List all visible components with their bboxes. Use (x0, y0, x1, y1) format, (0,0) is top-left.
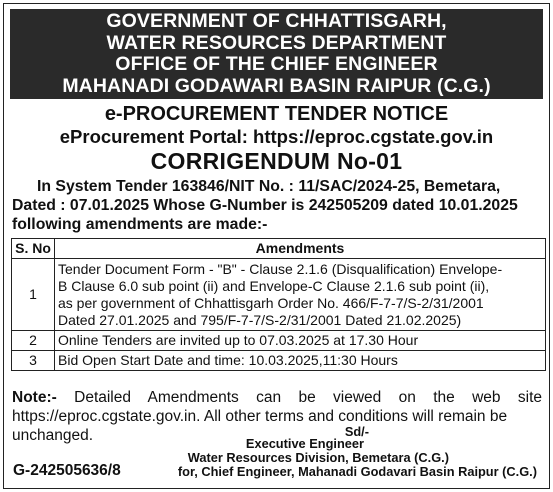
table-row (12, 259, 546, 331)
amendment-line: B Clause 6.0 sub point (ii) and Envelope-C Clause 2.1.6 sub point (ii), (58, 277, 490, 294)
corrigendum-title: CORRIGENDUM No-01 (150, 148, 403, 174)
signature-division: Water Resources Division, Bemetara (C.G.) (187, 450, 449, 465)
table-row (12, 351, 546, 371)
row-sno: 1 (12, 259, 55, 331)
tender-notice-page (3, 3, 550, 489)
note-text-1: Detailed Amendments can be viewed on the web site (74, 389, 542, 406)
dated-line: Dated : 07.01.2025 Whose G-Number is 242505209 dated 10.01.2025 (12, 197, 518, 214)
amendment-line: as per government of Chhattisgarh Order No. 466/F-7-7/S-2/31/2001 (58, 294, 484, 311)
row-sno: 2 (12, 331, 55, 351)
notice-title: e-PROCUREMENT TENDER NOTICE (104, 103, 449, 125)
note-line-2: https://eproc.cgstate.gov.in. All other terms and conditions will remain be (12, 408, 508, 425)
header-line-office: OFFICE OF THE CHIEF ENGINEER (115, 53, 438, 75)
header-line-department: WATER RESOURCES DEPARTMENT (106, 31, 447, 54)
amendments-table (11, 238, 546, 371)
sno-header: S. No (12, 239, 55, 259)
amendments-intro: following amendments are made:- (12, 216, 268, 233)
header-banner (10, 9, 543, 99)
header-line-basin: MAHANADI GODAWARI BASIN RAIPUR (C.G.) (62, 74, 491, 97)
signature-sd: Sd/- (344, 424, 369, 439)
row-amendment (55, 259, 546, 331)
system-tender-line: In System Tender 163846/NIT No. : 11/SAC/2024-25, Bemetara, (37, 178, 501, 195)
table-row (12, 331, 546, 351)
amendment-line: Dated 27.01.2025 and 795/F-7-7/S-2/31/2001 Dated 21.02.2025) (58, 311, 462, 328)
note-label: Note:- (12, 389, 57, 406)
amendments-header: Amendments (55, 239, 546, 259)
note-line-3: unchanged. (12, 427, 94, 444)
header-line-government: GOVERNMENT OF CHHATTISGARH, (106, 10, 447, 32)
row-amendment: Bid Open Start Date and time: 10.03.2025,11:30 Hours (55, 351, 546, 371)
portal-link[interactable]: eProcurement Portal: https://eproc.cgstate.gov.in (59, 126, 494, 147)
amendment-line: Tender Document Form - "B" - Clause 2.1.6 (Disqualification) Envelope- (58, 260, 503, 277)
signature-for-chief-engineer: for, Chief Engineer, Mahanadi Godavari Basin Raipur (C.G.) (177, 464, 537, 479)
g-number: G-242505636/8 (13, 462, 121, 479)
table-header-row (12, 239, 546, 259)
row-amendment: Online Tenders are invited up to 07.03.2025 at 17.30 Hour (55, 331, 546, 351)
row-sno: 3 (12, 351, 55, 371)
note-line-1 (12, 388, 542, 407)
signature-designation: Executive Engineer (245, 436, 364, 451)
